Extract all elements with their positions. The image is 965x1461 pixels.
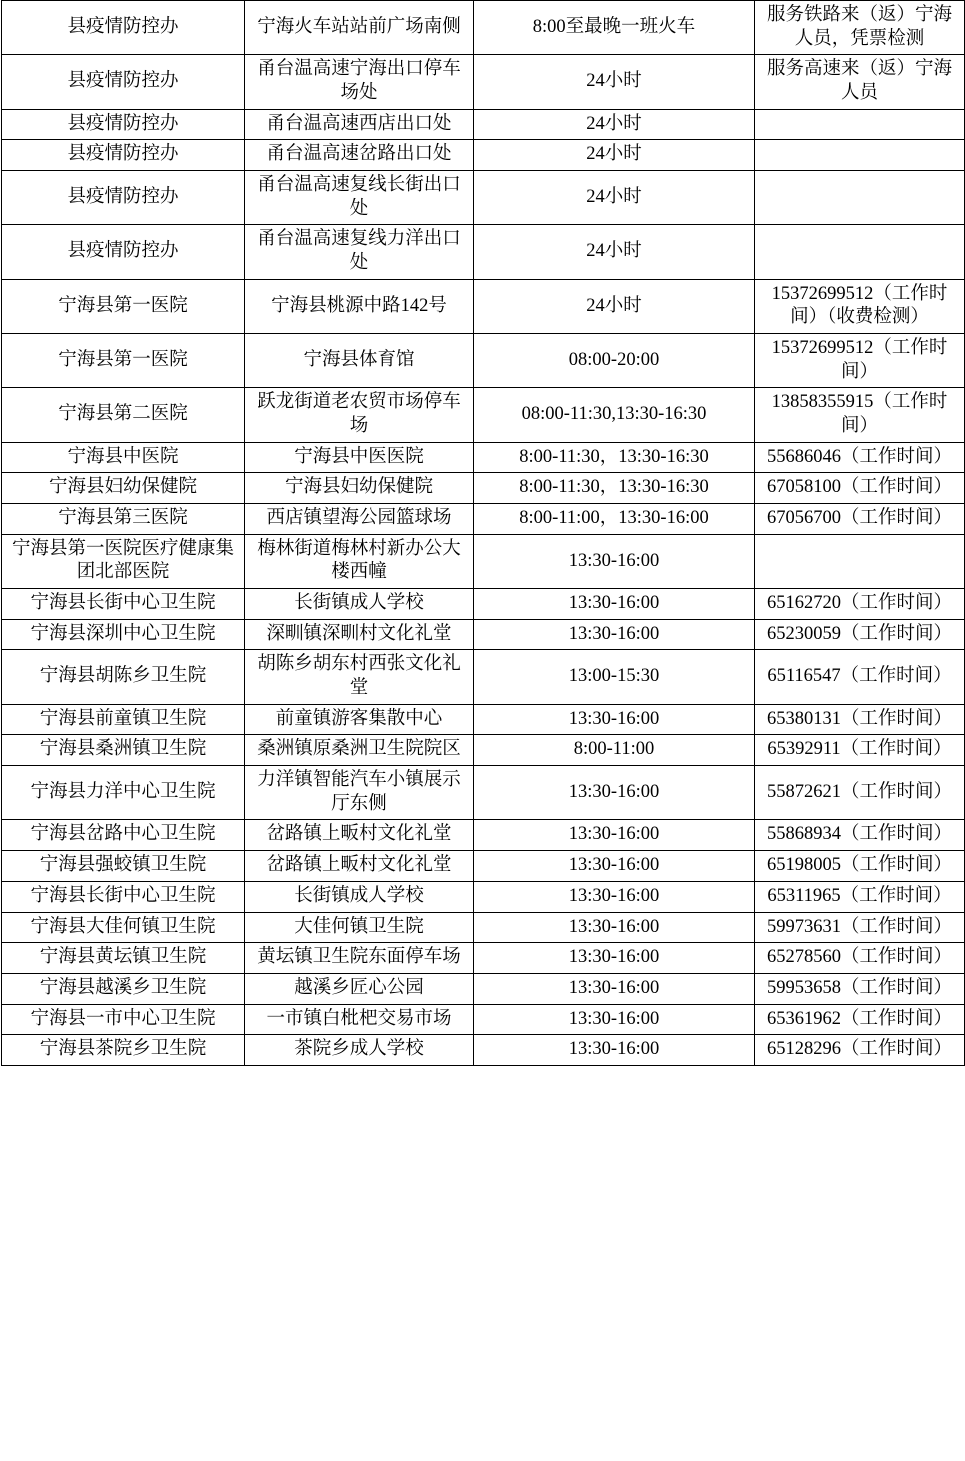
cell-hours: 8:00-11:00 [474, 735, 755, 766]
cell-remark [755, 534, 965, 588]
cell-remark: 67058100（工作时间） [755, 473, 965, 504]
table-row [2, 1035, 965, 1066]
cell-location: 甬台温高速宁海出口停车场处 [245, 55, 474, 109]
cell-location: 甬台温高速岔路出口处 [245, 140, 474, 171]
cell-organization: 县疫情防控办 [2, 55, 245, 109]
cell-organization: 宁海县第一医院 [2, 279, 245, 333]
cell-hours: 13:30-16:00 [474, 534, 755, 588]
cell-hours: 13:30-16:00 [474, 1035, 755, 1066]
cell-remark: 65311965（工作时间） [755, 881, 965, 912]
cell-hours: 13:30-16:00 [474, 766, 755, 820]
table-row [2, 704, 965, 735]
cell-remark: 65392911（工作时间） [755, 735, 965, 766]
table-row [2, 534, 965, 588]
cell-location: 宁海县桃源中路142号 [245, 279, 474, 333]
cell-organization: 宁海县大佳何镇卫生院 [2, 912, 245, 943]
cell-remark: 服务高速来（返）宁海人员 [755, 55, 965, 109]
cell-organization: 宁海县岔路中心卫生院 [2, 820, 245, 851]
cell-location: 甬台温高速复线力洋出口处 [245, 225, 474, 279]
cell-hours: 24小时 [474, 109, 755, 140]
cell-organization: 宁海县力洋中心卫生院 [2, 766, 245, 820]
cell-hours: 08:00-20:00 [474, 334, 755, 388]
table-row [2, 766, 965, 820]
cell-location: 一市镇白枇杷交易市场 [245, 1004, 474, 1035]
cell-hours: 13:30-16:00 [474, 912, 755, 943]
cell-location: 岔路镇上畈村文化礼堂 [245, 820, 474, 851]
table-row [2, 619, 965, 650]
cell-hours: 24小时 [474, 171, 755, 225]
cell-organization: 宁海县长街中心卫生院 [2, 589, 245, 620]
cell-organization: 宁海县妇幼保健院 [2, 473, 245, 504]
cell-location: 甬台温高速西店出口处 [245, 109, 474, 140]
table-row [2, 55, 965, 109]
cell-location: 宁海火车站站前广场南侧 [245, 1, 474, 55]
cell-location: 梅林街道梅林村新办公大楼西幢 [245, 534, 474, 588]
cell-organization: 宁海县前童镇卫生院 [2, 704, 245, 735]
table-row [2, 388, 965, 442]
cell-organization: 宁海县第二医院 [2, 388, 245, 442]
table-row [2, 504, 965, 535]
cell-hours: 8:00-11:30，13:30-16:30 [474, 442, 755, 473]
cell-location: 桑洲镇原桑洲卫生院院区 [245, 735, 474, 766]
cell-location: 力洋镇智能汽车小镇展示厅东侧 [245, 766, 474, 820]
cell-organization: 宁海县长街中心卫生院 [2, 881, 245, 912]
cell-remark: 65380131（工作时间） [755, 704, 965, 735]
cell-organization: 宁海县黄坛镇卫生院 [2, 943, 245, 974]
cell-location: 胡陈乡胡东村西张文化礼堂 [245, 650, 474, 704]
cell-location: 大佳何镇卫生院 [245, 912, 474, 943]
cell-organization: 宁海县深圳中心卫生院 [2, 619, 245, 650]
cell-organization: 宁海县第三医院 [2, 504, 245, 535]
cell-organization: 县疫情防控办 [2, 140, 245, 171]
cell-location: 岔路镇上畈村文化礼堂 [245, 851, 474, 882]
cell-hours: 13:30-16:00 [474, 881, 755, 912]
cell-hours: 24小时 [474, 225, 755, 279]
table-row [2, 650, 965, 704]
cell-remark: 15372699512（工作时间）（收费检测） [755, 279, 965, 333]
cell-organization: 宁海县一市中心卫生院 [2, 1004, 245, 1035]
cell-hours: 24小时 [474, 55, 755, 109]
table-row [2, 1, 965, 55]
cell-hours: 13:30-16:00 [474, 851, 755, 882]
cell-organization: 宁海县茶院乡卫生院 [2, 1035, 245, 1066]
table-row [2, 735, 965, 766]
cell-location: 长街镇成人学校 [245, 589, 474, 620]
cell-organization: 县疫情防控办 [2, 225, 245, 279]
cell-remark [755, 171, 965, 225]
cell-location: 长街镇成人学校 [245, 881, 474, 912]
table-row [2, 140, 965, 171]
cell-hours: 13:30-16:00 [474, 704, 755, 735]
cell-location: 西店镇望海公园篮球场 [245, 504, 474, 535]
table-row [2, 1004, 965, 1035]
table-row [2, 881, 965, 912]
cell-remark: 65198005（工作时间） [755, 851, 965, 882]
cell-remark: 59973631（工作时间） [755, 912, 965, 943]
cell-location: 宁海县中医医院 [245, 442, 474, 473]
table-row [2, 973, 965, 1004]
table-row [2, 912, 965, 943]
cell-remark: 65361962（工作时间） [755, 1004, 965, 1035]
table-row [2, 171, 965, 225]
cell-remark: 67056700（工作时间） [755, 504, 965, 535]
table-row [2, 225, 965, 279]
cell-hours: 24小时 [474, 140, 755, 171]
cell-hours: 13:30-16:00 [474, 973, 755, 1004]
cell-remark [755, 140, 965, 171]
cell-organization: 宁海县胡陈乡卫生院 [2, 650, 245, 704]
cell-location: 黄坛镇卫生院东面停车场 [245, 943, 474, 974]
cell-location: 甬台温高速复线长街出口处 [245, 171, 474, 225]
cell-organization: 宁海县越溪乡卫生院 [2, 973, 245, 1004]
cell-hours: 13:30-16:00 [474, 589, 755, 620]
cell-location: 跃龙街道老农贸市场停车场 [245, 388, 474, 442]
cell-remark [755, 109, 965, 140]
cell-hours: 8:00至最晚一班火车 [474, 1, 755, 55]
cell-organization: 宁海县第一医院医疗健康集团北部医院 [2, 534, 245, 588]
table-row [2, 943, 965, 974]
table-row [2, 820, 965, 851]
cell-remark: 15372699512（工作时间） [755, 334, 965, 388]
cell-remark: 55872621（工作时间） [755, 766, 965, 820]
cell-hours: 8:00-11:00，13:30-16:00 [474, 504, 755, 535]
cell-remark: 65230059（工作时间） [755, 619, 965, 650]
cell-remark: 65128296（工作时间） [755, 1035, 965, 1066]
cell-hours: 08:00-11:30,13:30-16:30 [474, 388, 755, 442]
cell-hours: 13:30-16:00 [474, 943, 755, 974]
table-body [2, 1, 965, 1066]
nucleic-acid-sampling-sites-table [1, 0, 965, 1066]
cell-organization: 宁海县强蛟镇卫生院 [2, 851, 245, 882]
cell-organization: 宁海县中医院 [2, 442, 245, 473]
cell-location: 宁海县体育馆 [245, 334, 474, 388]
cell-hours: 13:00-15:30 [474, 650, 755, 704]
cell-remark: 55868934（工作时间） [755, 820, 965, 851]
cell-location: 茶院乡成人学校 [245, 1035, 474, 1066]
cell-hours: 13:30-16:00 [474, 820, 755, 851]
table-row [2, 589, 965, 620]
cell-location: 越溪乡匠心公园 [245, 973, 474, 1004]
table-row [2, 473, 965, 504]
table-row [2, 334, 965, 388]
table-row [2, 851, 965, 882]
cell-remark: 55686046（工作时间） [755, 442, 965, 473]
cell-hours: 13:30-16:00 [474, 1004, 755, 1035]
cell-remark: 13858355915（工作时间） [755, 388, 965, 442]
cell-hours: 8:00-11:30，13:30-16:30 [474, 473, 755, 504]
cell-organization: 县疫情防控办 [2, 1, 245, 55]
cell-remark: 59953658（工作时间） [755, 973, 965, 1004]
cell-remark: 服务铁路来（返）宁海人员，凭票检测 [755, 1, 965, 55]
table-row [2, 109, 965, 140]
cell-organization: 宁海县第一医院 [2, 334, 245, 388]
table-row [2, 442, 965, 473]
cell-remark: 65162720（工作时间） [755, 589, 965, 620]
cell-remark: 65116547（工作时间） [755, 650, 965, 704]
cell-organization: 县疫情防控办 [2, 109, 245, 140]
cell-location: 深甽镇深甽村文化礼堂 [245, 619, 474, 650]
cell-organization: 县疫情防控办 [2, 171, 245, 225]
cell-hours: 13:30-16:00 [474, 619, 755, 650]
cell-location: 前童镇游客集散中心 [245, 704, 474, 735]
cell-location: 宁海县妇幼保健院 [245, 473, 474, 504]
cell-remark [755, 225, 965, 279]
cell-hours: 24小时 [474, 279, 755, 333]
cell-organization: 宁海县桑洲镇卫生院 [2, 735, 245, 766]
table-row [2, 279, 965, 333]
cell-remark: 65278560（工作时间） [755, 943, 965, 974]
